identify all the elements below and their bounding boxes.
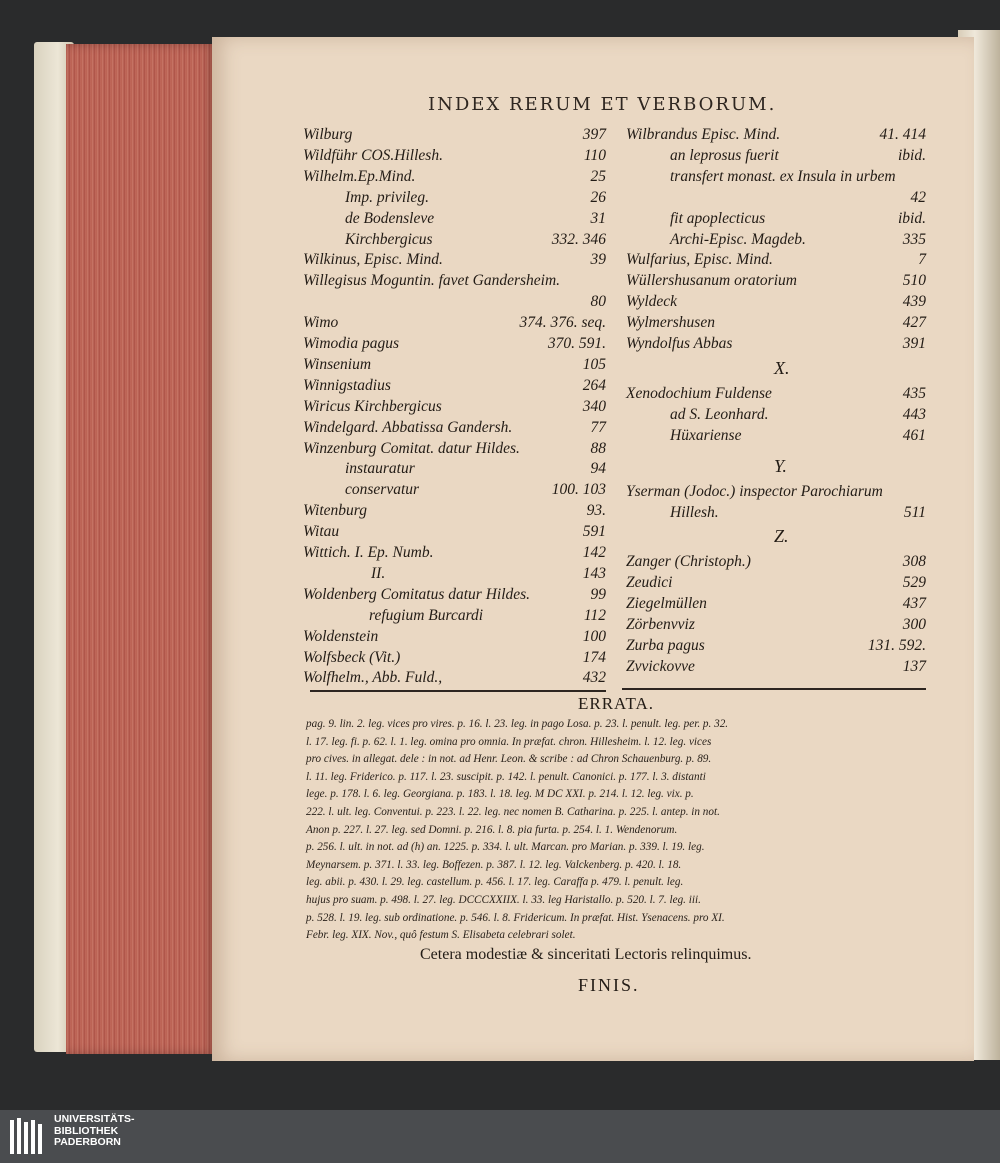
index-entry [303,460,606,480]
errata-line: Meynarsem. p. 371. l. 33. leg. Boffezen. p. 387. l. 12. leg. Valckenberg. p. 420. l. 18. [306,858,682,871]
index-term: Woldenberg Comitatus datur Hildes. [303,585,531,603]
errata-line: lege. p. 178. l. 6. leg. Georgiana. p. 183. l. 18. leg. M DC XXI. p. 214. l. 12. leg. vix. p. [306,788,694,801]
index-term: Wulfarius, Episc. Mind. [626,251,773,269]
index-term: de Bodensleve [345,209,435,227]
index-term: Imp. privileg. [345,188,429,206]
index-entry [626,616,926,636]
index-page-ref: 41. 414 [879,126,926,143]
index-page-ref: 591 [582,523,606,541]
index-entry [303,523,606,543]
index-page-ref: 80 [590,293,606,311]
index-page-ref: 427 [902,314,926,332]
index-entry [303,502,606,522]
index-page-ref: 100. 103 [551,481,606,499]
index-entry [303,649,606,669]
index-term: Zeudici [626,574,673,592]
errata-line: pag. 9. lin. 2. leg. vices pro vires. p. 16. l. 23. leg. in pago Losa. p. 23. l. penult. leg. per. p. 32. [306,718,729,730]
index-entry [303,607,606,627]
errata-title: ERRATA. [578,694,655,713]
index-page-ref: 42 [910,188,926,206]
index-term: Wimodia pagus [303,335,400,352]
index-page-ref: 511 [903,503,926,521]
index-page-ref: 264 [582,376,606,394]
index-term: ad S. Leonhard. [670,405,769,423]
index-term: Yserman (Jodoc.) inspector Parochiarum [626,482,883,500]
index-term: Wylmershusen [626,314,715,332]
index-term: Wolfhelm., Abb. Fuld., [303,669,443,687]
errata-line: p. 256. l. ult. in not. ad (h) an. 1225. p. 334. l. ult. Marcan. pro Marian. p. 339. l. 19. leg. [306,841,705,854]
section-letter-section_x: X. [774,357,790,378]
index-entry [303,210,606,230]
index-term: Wiricus Kirchbergicus [303,397,442,415]
index-entry [626,553,926,573]
index-entry [626,335,926,355]
index-page-ref: 25 [590,167,606,185]
index-entry [626,483,926,503]
index-entry [303,272,606,292]
index-entry [626,251,926,271]
section-letter-section_y: Y. [774,455,787,476]
index-term: Winnigstadius [303,376,391,394]
index-entry [303,669,606,689]
page-header: INDEX RERUM ET VERBORUM. [428,94,777,115]
index-left-column [303,126,606,692]
index-entry [303,147,606,167]
index-page-ref: ibid. [898,209,926,227]
index-page-ref: 39 [590,251,606,269]
logo-line-1: UNIVERSITÄTS- [54,1113,135,1125]
logo-line-2: BIBLIOTHEK [54,1124,119,1137]
index-entry [303,377,606,397]
index-page-ref: 370. 591. [547,335,606,352]
index-term: an leprosus fuerit [670,146,779,164]
index-entry [303,440,606,460]
index-page-ref: 93. [586,502,606,520]
errata-line: hujus pro suam. p. 498. l. 27. leg. DCCCXXIIX. l. 33. leg Haristallo. p. 520. l. 7. leg. iii. [306,894,701,906]
logo-line-3: PADERBORN [54,1136,121,1148]
index-term: Wyndolfus Abbas [626,335,733,352]
index-term: Wildführ COS.Hillesh. [303,146,443,164]
index-entry [626,385,926,405]
index-term: II. [371,564,386,582]
index-term: Witau [303,523,340,541]
index-term: Wimo [303,314,339,332]
index-term: Windelgard. Abbatissa Gandersh. [303,418,513,436]
index-entry [626,406,926,426]
index-page-ref: 94 [590,460,606,478]
index-term: Kirchbergicus [345,230,433,248]
index-page-ref: 439 [902,293,926,311]
index-entry [626,272,926,292]
index-entry [626,637,926,657]
index-term: Wittich. I. Ep. Numb. [303,544,434,561]
index-entry [303,481,606,501]
index-term: Zurba pagus [626,637,705,654]
index-page-ref: 461 [902,426,926,444]
index-entry [626,314,926,334]
index-term: Wolfsbeck (Vit.) [303,648,401,666]
index-page-ref: 300 [902,616,926,634]
index-entry [626,189,926,209]
index-page-ref: 174 [582,648,606,666]
index-term: refugium Burcardi [369,606,484,624]
rule-right [622,688,926,690]
index-term: Wilbrandus Episc. Mind. [626,126,781,143]
index-page-ref: 432 [582,669,606,687]
index-right-column [626,126,926,692]
errata-line: l. 17. leg. fi. p. 62. l. 1. leg. omina pro omnia. In præfat. chron. Hillesheim. l. 12. leg. vices [306,735,712,748]
index-page-ref: 437 [902,595,926,613]
errata-line: p. 528. l. 19. leg. sub ordinatione. p. 546. l. 8. Fridericum. In præfat. Hist. Ysenacens. pro XI. [306,911,725,924]
index-term: Winsenium [303,355,372,373]
index-page-ref: 137 [902,657,926,675]
index-page-ref: 31 [590,209,606,227]
index-entry [626,595,926,615]
index-term: conservatur [345,481,420,499]
index-page-ref: 435 [902,384,926,402]
index-page-ref: 100 [582,627,606,645]
index-page-ref: 88 [590,439,606,457]
index-page-ref: 510 [902,272,926,290]
index-term: Wilburg [303,126,353,143]
footer-bar [0,1110,1000,1163]
index-entry [303,314,606,334]
index-term: Archi-Episc. Magdeb. [670,230,806,248]
rule-left [310,690,606,692]
index-term: transfert monast. ex Insula in urbem [670,167,896,185]
index-page-ref: 335 [902,230,926,248]
index-page-ref: 143 [582,564,606,582]
index-term: Hüxariense [670,426,742,444]
section-letter-section_z: Z. [774,526,789,547]
index-entry [303,544,606,564]
errata-line: Febr. leg. XIX. Nov., quô festum S. Elisabeta celebrari solet. [306,929,576,942]
index-page-ref: 374. 376. seq. [519,314,606,332]
index-page-ref: 7 [918,251,926,269]
index-page-ref: 340 [582,397,606,415]
errata-line: pro cives. in allegat. dele : in not. ad Henr. Leon. & scribe : ad Chron Schauenburg. p. 89. [306,753,712,766]
index-entry [626,427,926,447]
index-entry [626,210,926,230]
finis: FINIS. [578,975,640,995]
index-entry [303,231,606,251]
index-page-ref: 110 [583,146,606,164]
index-entry [303,126,606,146]
index-term: Witenburg [303,502,368,520]
index-entry [626,147,926,167]
index-entry [626,126,926,146]
index-page-ref: 397 [582,126,606,143]
red-page-edges [66,44,216,1054]
index-entry [626,293,926,313]
index-entry [626,504,926,524]
index-term: Winzenburg Comitat. datur Hildes. [303,439,520,457]
index-term: Hillesh. [670,503,719,521]
index-term: fit apoplecticus [670,209,766,227]
index-page-ref: 105 [582,355,606,373]
index-term: Ziegelmüllen [626,595,707,613]
index-page-ref: 77 [590,418,606,436]
index-page-ref: 26 [590,188,606,206]
index-entry [303,586,606,606]
index-page-ref: 332. 346 [551,230,606,248]
closing-line: Cetera modestiæ & sinceritati Lectoris relinquimus. [420,946,752,963]
index-term: Wüllershusanum oratorium [626,272,797,290]
index-entry [303,356,606,376]
index-entry [303,251,606,271]
errata-line: Anon p. 227. l. 27. leg. sed Domni. p. 216. l. 8. pia furta. p. 254. l. 1. Wendenorum. [306,823,678,836]
index-entry [303,565,606,585]
index-term: Woldenstein [303,627,379,645]
index-term: Wyldeck [626,293,678,311]
index-entry [303,168,606,188]
index-page-ref: 112 [583,606,606,624]
index-page-ref: 308 [902,553,926,571]
errata-line: leg. abii. p. 430. l. 29. leg. castellum. p. 456. l. 17. leg. Caraffa p. 479. l. penult. leg. [306,876,684,889]
index-page-ref: 131. 592. [867,637,926,654]
index-term: Wilkinus, Episc. Mind. [303,251,443,269]
index-entry [303,419,606,439]
index-entry [303,398,606,418]
index-term: Wilhelm.Ep.Mind. [303,167,416,185]
index-term: instauratur [345,460,415,478]
index-term: Xenodochium Fuldense [626,384,772,402]
index-term: Willegisus Moguntin. favet Gandersheim. [303,272,561,290]
index-entry [303,628,606,648]
index-term: Zvvickovve [626,657,695,675]
index-entry [626,574,926,594]
index-page-ref: 142 [582,544,606,561]
index-page-ref: 391 [902,335,926,352]
index-page-ref: ibid. [898,146,926,164]
index-term: Zörbenvviz [626,616,695,634]
index-page-ref: 443 [902,405,926,423]
index-page-ref: 99 [590,585,606,603]
index-entry [303,293,606,313]
index-term: Zanger (Christoph.) [626,553,751,571]
index-entry [626,658,926,678]
index-entry [626,168,926,188]
index-page-ref: 529 [902,574,926,592]
errata-line: l. 11. leg. Friderico. p. 117. l. 23. suscipit. p. 142. l. penult. Canonici. p. 177. l. 3. distanti [306,770,706,783]
errata-line: 222. l. ult. leg. Conventui. p. 223. l. 22. leg. nec nomen B. Catharina. p. 225. l. antep. in not. [306,806,720,818]
library-logo-text [54,1114,135,1149]
index-entry [626,231,926,251]
library-logo-icon [8,1114,48,1158]
index-entry [303,189,606,209]
index-entry [303,335,606,355]
